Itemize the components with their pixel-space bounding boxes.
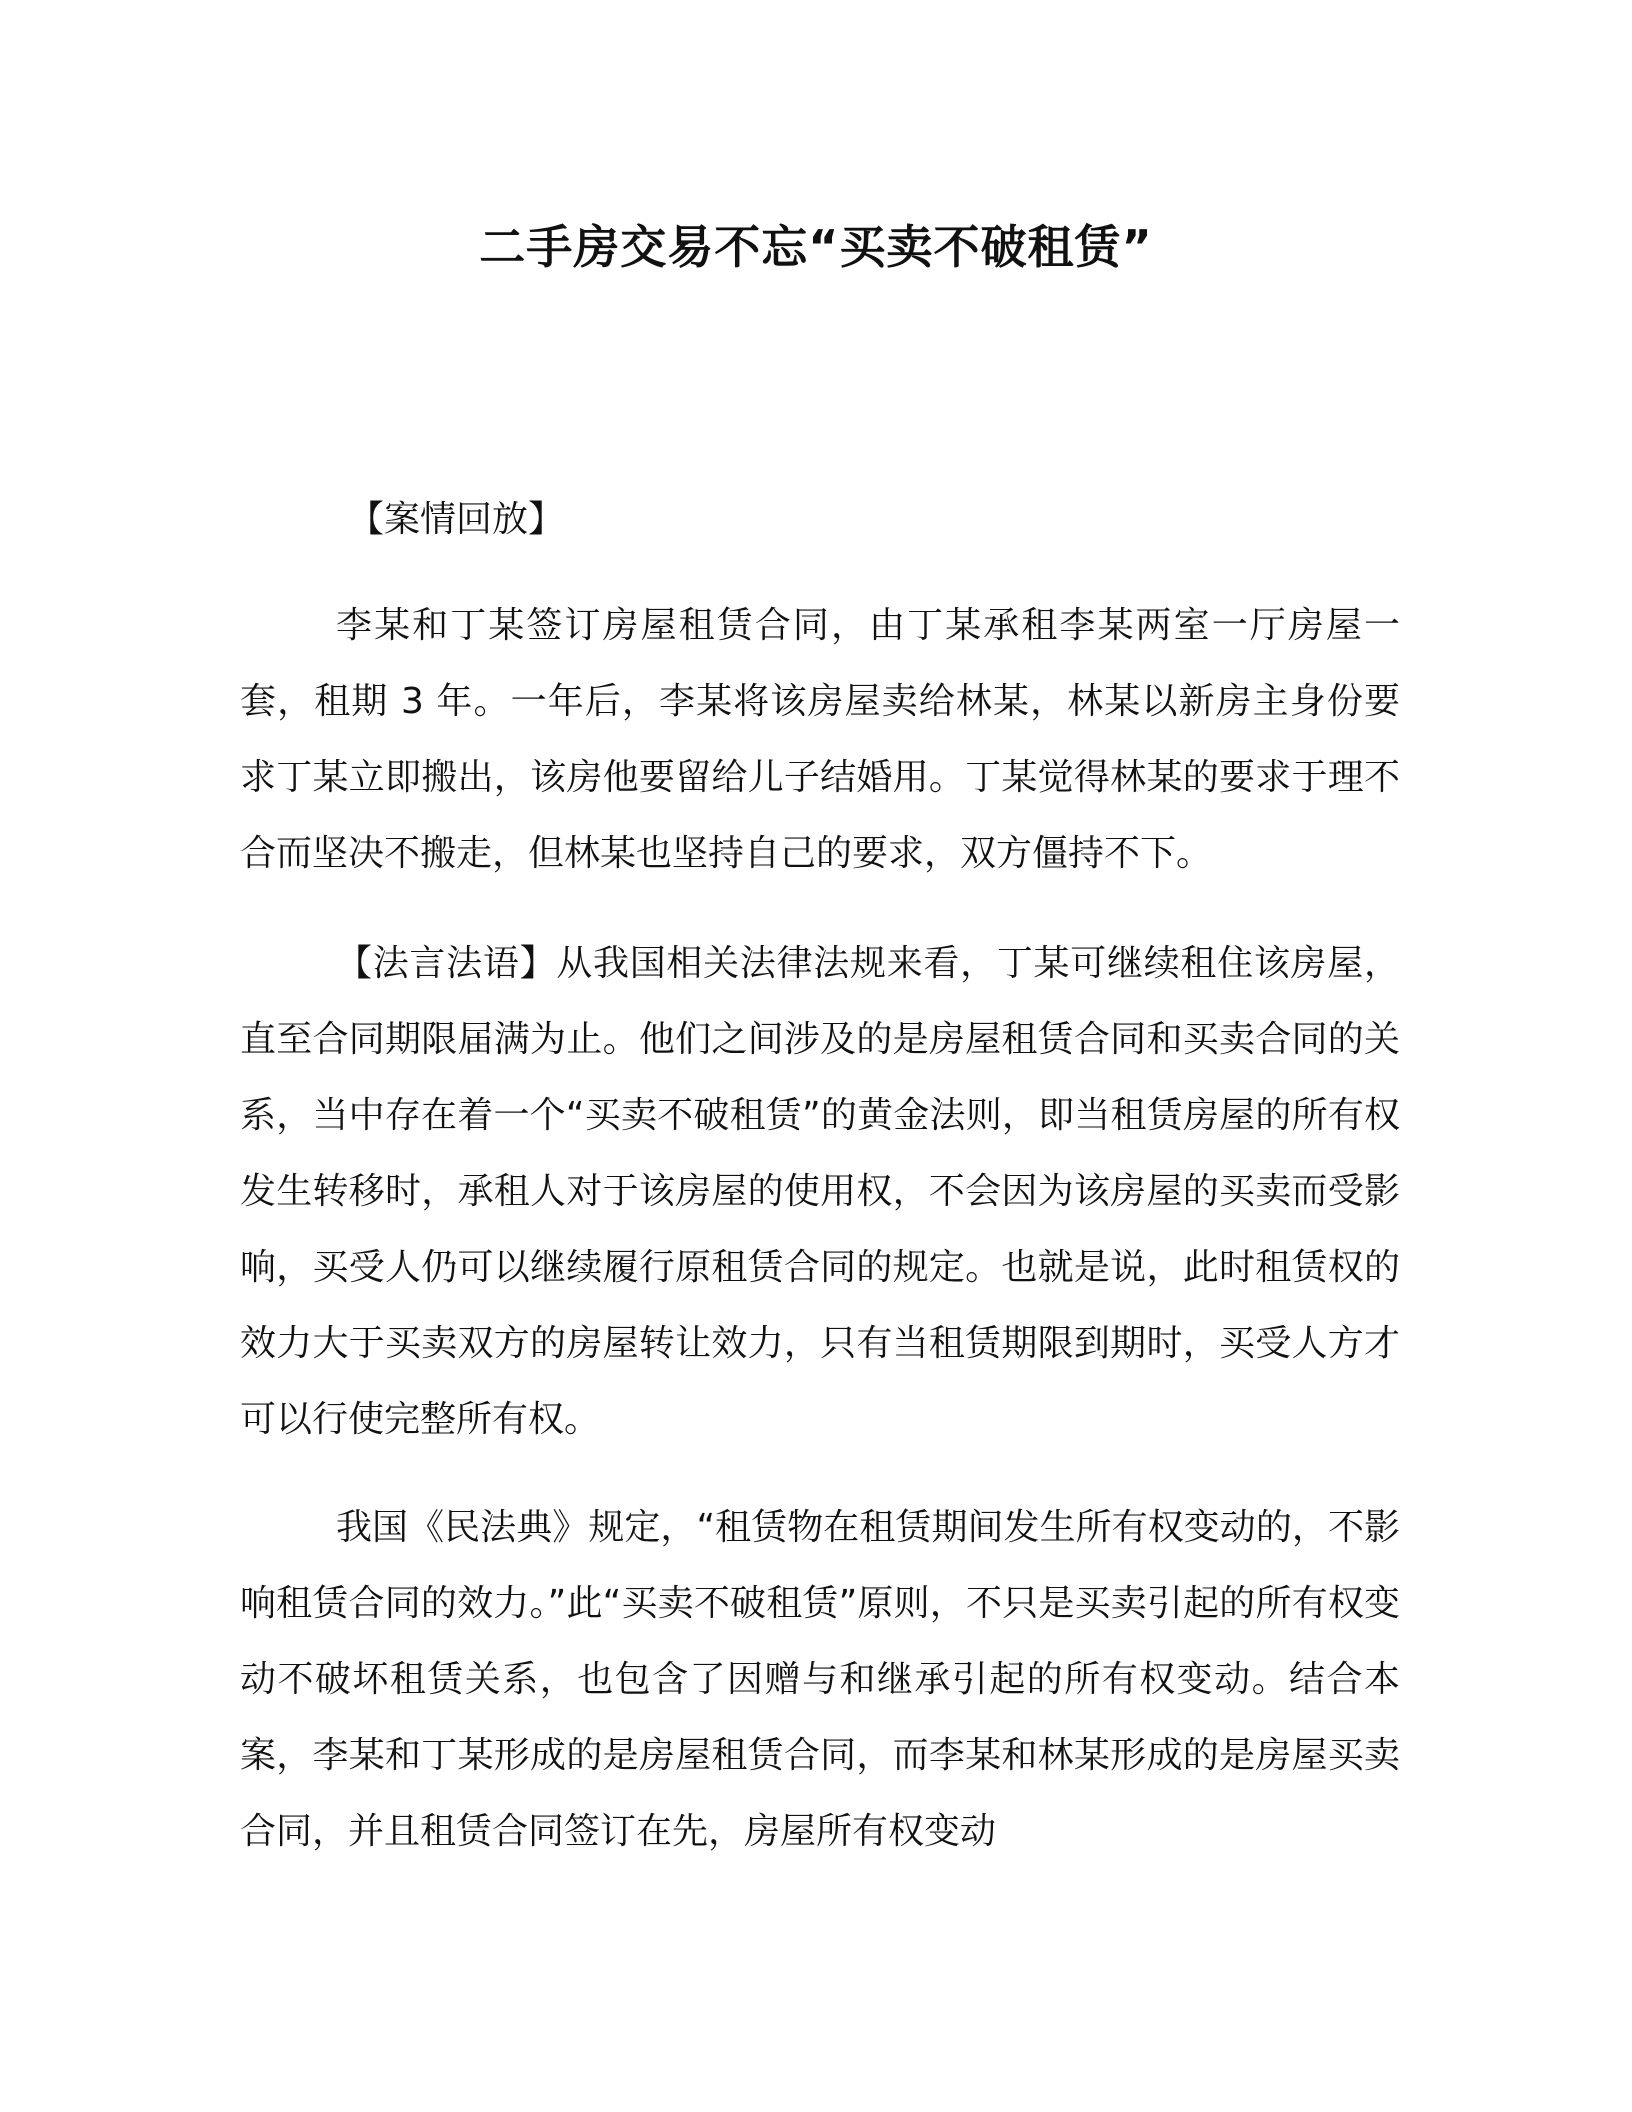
paragraph-civil-code: 我国《民法典》规定，“租赁物在租赁期间发生所有权变动的，不影响租赁合同的效力。”此“买卖不破租赁”原则，不只是买卖引起的所有权变动不破坏租赁关系，也包含了因赠与和继承引起的所有权变动。结合本案，李某和丁某形成的是房屋租赁合同，而李某和林某形成的是房屋买卖合同，并且租赁合同签订在先，房屋所有权变动 <box>240 1507 1400 1852</box>
paragraph-legal-analysis: 【法言法语】从我国相关法律法规来看，丁某可继续租住该房屋，直至合同期限届满为止。他们之间涉及的是房屋租赁合同和买卖合同的关系，当中存在着一个“买卖不破租赁”的黄金法则，即当租赁房屋的所有权发生转移时，承租人对于该房屋的使用权，不会因为该房屋的买卖而受影响，买受人仍可以继续履行原租赁合同的规定。也就是说，此时租赁权的效力大于买卖双方的房屋转让效力，只有当租赁期限到期时，买受人方才可以行使完整所有权。 <box>240 943 1400 1440</box>
section-heading-case-review: 【案情回放】 <box>348 499 565 540</box>
paragraph-case-facts: 李某和丁某签订房屋租赁合同，由丁某承租李某两室一厅房屋一套，租期 3 年。一年后，李某将该房屋卖给林某，林某以新房主身份要求丁某立即搬出，该房他要留给儿子结婚用。丁某觉得林某的要求于理不合而坚决不搬走，但林某也坚持自己的要求，双方僵持不下。 <box>240 605 1400 874</box>
document-title: 二手房交易不忘“买卖不破租赁” <box>479 220 1153 274</box>
